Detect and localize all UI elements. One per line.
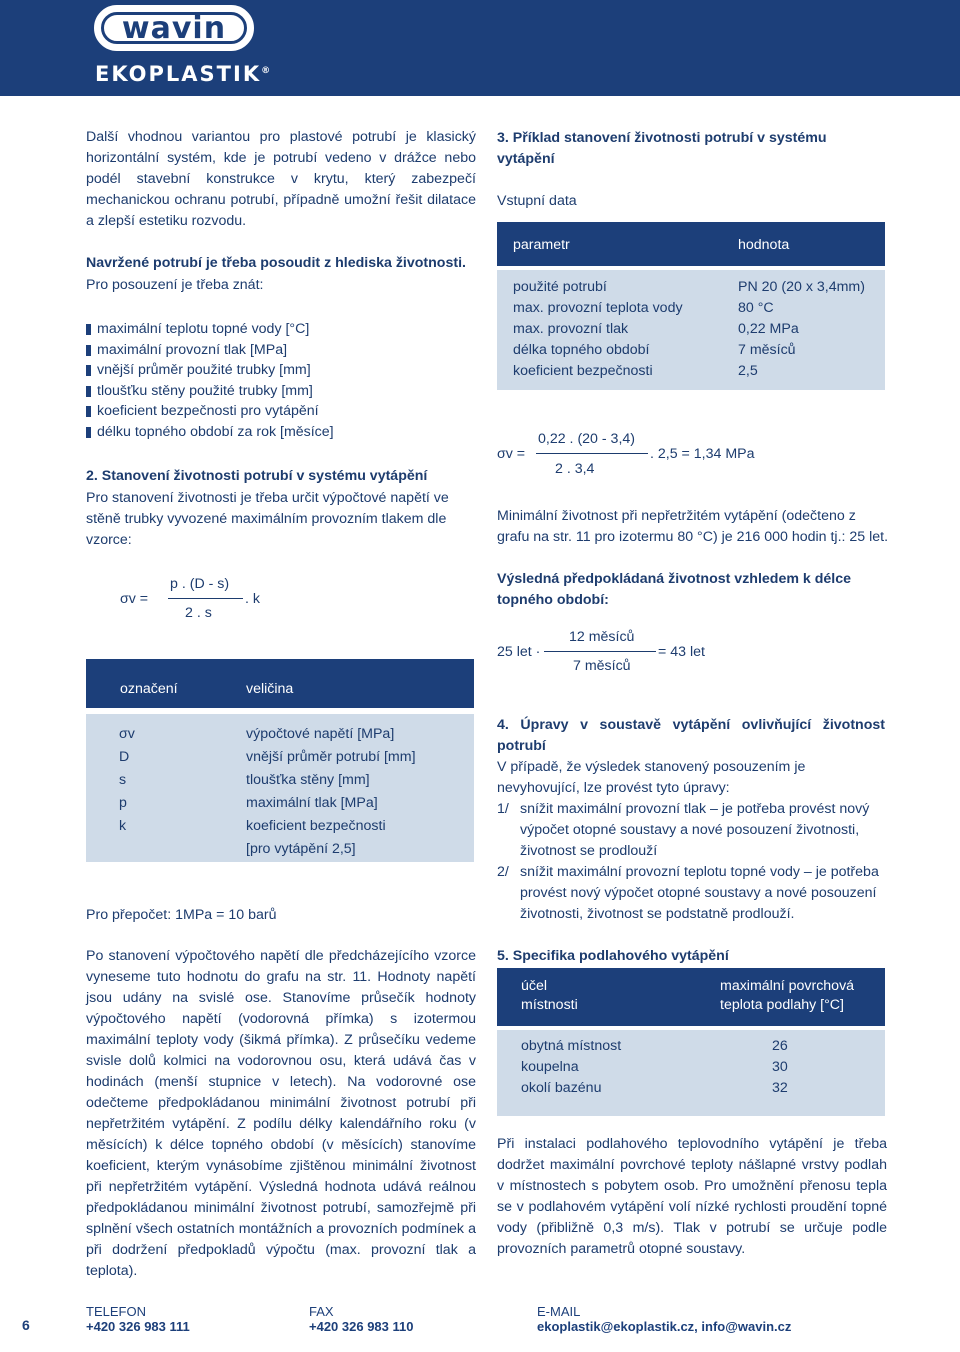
quantity-cell: maximální tlak [MPa] bbox=[246, 795, 378, 811]
wavin-logo bbox=[94, 5, 254, 51]
section4-text: V případě, že výsledek stanovený posouzením je nevyhovující, lze provést tyto úpravy: bbox=[497, 759, 806, 796]
fraction-line bbox=[168, 598, 243, 599]
min-life-text: Minimální životnost při nepřetržitém vytápění (odečteno z grafu na str. 11 pro izotermu 80 °C) je 216 000 hodin tj.: 25 let. bbox=[497, 508, 889, 545]
email-block bbox=[537, 1304, 791, 1334]
result-formula-suffix: = 43 let bbox=[658, 644, 705, 660]
wavin-logo-text: wavin bbox=[101, 12, 247, 44]
result-title: Výsledná předpokládaná životnost vzhledem k délce topného období: bbox=[497, 571, 852, 608]
floor-table-body bbox=[497, 1030, 885, 1116]
symbols-table-header bbox=[86, 659, 474, 708]
quantities-column bbox=[246, 723, 416, 861]
symbol-cell: D bbox=[119, 749, 130, 765]
header-room-purpose bbox=[521, 977, 578, 1015]
symbol-cell: σv bbox=[119, 726, 135, 742]
phone-value: +420 326 983 111 bbox=[86, 1319, 190, 1334]
value-cell: 0,22 MPa bbox=[738, 321, 799, 337]
temp-cell: 26 bbox=[772, 1038, 788, 1054]
formula-numerator: p . (D - s) bbox=[170, 576, 230, 592]
room-cell: obytná místnost bbox=[521, 1038, 622, 1054]
section2-text: Pro stanovení životnosti je třeba určit výpočtové napětí ve stěně trubky vyvozené maximálním provozním tlakem dle vzorce: bbox=[86, 490, 449, 548]
values-column bbox=[738, 277, 865, 382]
param-cell: koeficient bezpečnosti bbox=[513, 363, 653, 379]
value-cell: PN 20 (20 x 3,4mm) bbox=[738, 279, 865, 295]
room-cell: koupelna bbox=[521, 1059, 579, 1075]
step-number: 1/ bbox=[497, 801, 509, 817]
params-column bbox=[513, 277, 683, 382]
step-number: 2/ bbox=[497, 864, 509, 880]
conversion-note: Pro přepočet: 1MPa = 10 barů bbox=[86, 907, 277, 923]
list-item: koeficient bezpečnosti pro vytápění bbox=[86, 401, 476, 422]
intro-paragraph: Další vhodnou variantou pro plastové potrubí je klasický horizontální systém, kde je potrubí vedeno v drážce nebo podél stavební konstrukce v krytu, který zabezpečí mechanickou ochranu potrubí, případně umožní řešit dilatace a zlepší estetiku rozvodu. bbox=[86, 129, 476, 229]
symbol-cell: p bbox=[119, 795, 127, 811]
header-bar bbox=[0, 0, 960, 96]
requirements-list bbox=[86, 319, 476, 443]
email-value[interactable]: ekoplastik@ekoplastik.cz, info@wavin.cz bbox=[537, 1319, 792, 1334]
page-number: 6 bbox=[22, 1317, 30, 1333]
params-table-header bbox=[497, 222, 885, 266]
assess-subtitle: Pro posouzení je třeba znát: bbox=[86, 277, 264, 293]
step-text: snížit maximální provozní teplotu topné vody – je potřeba provést nový výpočet otopné soustavy a nové posouzení životnosti, životnost se podstatně prodlouží. bbox=[520, 864, 879, 922]
quantity-cell: koeficient bezpečnosti bbox=[246, 818, 386, 834]
quantity-cell: výpočtové napětí [MPa] bbox=[246, 726, 395, 742]
fax-value: +420 326 983 110 bbox=[309, 1319, 414, 1334]
room-cell: okolí bazénu bbox=[521, 1080, 602, 1096]
param-cell: max. provozní tlak bbox=[513, 321, 629, 337]
symbols-column bbox=[119, 723, 135, 838]
email-label: E-MAIL bbox=[537, 1304, 581, 1319]
quantity-cell: tloušťka stěny [mm] bbox=[246, 772, 370, 788]
symbol-cell: s bbox=[119, 772, 127, 788]
quantity-cell: vnější průměr potrubí [mm] bbox=[246, 749, 416, 765]
formula-lhs: σv = bbox=[120, 591, 149, 607]
temp-cell: 32 bbox=[772, 1080, 788, 1096]
phone-label: TELEFON bbox=[86, 1304, 146, 1319]
header-line: teplota podlahy [°C] bbox=[720, 997, 844, 1013]
example-formula-lhs: σv = bbox=[497, 446, 526, 462]
value-cell: 7 měsíců bbox=[738, 342, 796, 358]
list-item: tloušťku stěny použité trubky [mm] bbox=[86, 381, 476, 402]
quantity-cell: [pro vytápění 2,5] bbox=[246, 841, 356, 857]
temp-cell: 30 bbox=[772, 1059, 788, 1075]
brand-registered-mark: ® bbox=[261, 66, 273, 76]
formula-suffix: . k bbox=[245, 591, 260, 607]
symbols-table-body bbox=[86, 714, 474, 862]
value-cell: 2,5 bbox=[738, 363, 758, 379]
header-parameter: parametr bbox=[513, 237, 570, 253]
example-formula-denominator: 2 . 3,4 bbox=[555, 461, 595, 477]
param-cell: délka topného období bbox=[513, 342, 650, 358]
example-formula-numerator: 0,22 . (20 - 3,4) bbox=[538, 431, 635, 447]
input-data-label: Vstupní data bbox=[497, 193, 577, 209]
example-formula-suffix: . 2,5 = 1,34 MPa bbox=[650, 446, 755, 462]
param-cell: použité potrubí bbox=[513, 279, 607, 295]
param-cell: max. provozní teplota vody bbox=[513, 300, 683, 316]
list-item: délku topného období za rok [měsíce] bbox=[86, 422, 476, 443]
floor-heating-text: Při instalaci podlahového teplovodního vytápění je třeba dodržet maximální povrchové teploty nášlapné vrstvy podlah v místnostech s pobytem osob. Pro umožnění přenosu tepla se v podlahovém vytápění volí nízké rychlosti proudění topné vody (přibližně 0,3 m/s). Tlak v potrubí se určuje podle provozních parametrů otopné soustavy. bbox=[497, 1136, 887, 1257]
header-line: účel bbox=[521, 978, 548, 994]
header-quantity: veličina bbox=[246, 681, 294, 697]
value-cell: 80 °C bbox=[738, 300, 774, 316]
ekoplastik-brand bbox=[95, 62, 272, 86]
floor-table-header bbox=[497, 968, 885, 1026]
brand-text: EKOPLASTIK bbox=[95, 62, 262, 86]
result-formula-lhs: 25 let · bbox=[497, 644, 541, 660]
list-item: maximální provozní tlak [MPa] bbox=[86, 340, 476, 361]
step-text: snížit maximální provozní tlak – je potřeba provést nový výpočet otopné soustavy a nové posouzení životnosti, životnost se prodlouží bbox=[520, 801, 870, 859]
assess-title: Navržené potrubí je třeba posoudit z hlediska životnosti. bbox=[86, 255, 466, 271]
section3-title: 3. Příklad stanovení životnosti potrubí v systému vytápění bbox=[497, 130, 827, 167]
header-line: místnosti bbox=[521, 997, 578, 1013]
temps-column bbox=[772, 1036, 788, 1099]
fax-label: FAX bbox=[309, 1304, 334, 1319]
formula-denominator: 2 . s bbox=[185, 605, 212, 621]
section2-title: 2. Stanovení životnosti potrubí v systému vytápění bbox=[86, 468, 428, 484]
rooms-column bbox=[521, 1036, 621, 1099]
section4-title: 4. Úpravy v soustavě vytápění ovlivňující životnost potrubí bbox=[497, 717, 885, 754]
result-formula-denominator: 7 měsíců bbox=[573, 658, 631, 674]
list-item: vnější průměr použité trubky [mm] bbox=[86, 360, 476, 381]
phone-block bbox=[86, 1304, 190, 1334]
list-item: maximální teplotu topné vody [°C] bbox=[86, 319, 476, 340]
section5-title: 5. Specifika podlahového vytápění bbox=[497, 948, 729, 964]
header-symbol: označení bbox=[120, 681, 178, 697]
header-line: maximální povrchová bbox=[720, 978, 855, 994]
result-fraction-line bbox=[544, 651, 656, 652]
example-fraction-line bbox=[536, 453, 648, 454]
graph-instructions: Po stanovení výpočtového napětí dle předcházejícího vzorce vyneseme tuto hodnotu do grafu na str. 11. Hodnoty napětí jsou udány na svislé ose. Stanovíme průsečík hodnoty výpočtového napětí (vodorovná přímka) s izotermou maximální teploty vody (šikmá přímka). Z průsečíku vedeme svisle dolů kolmici na vodorovnou osu, která udává čas v hodinách (menší stupnice v letech). Na vodorovné ose odečteme předpokládanou minimální životnost potrubí při nepřetržitém vytápění. Z podílu délky kalendářního roku (v měsících) k délce topného období (v měsících) stanovíme koeficient, kterým vynásobíme zjištěnou minimální životnost při nepřetržitém vytápění. Výsledná hodnota udává reálnou předpokládanou minimální životnost potrubí, samozřejmě při splnění všech ostatních montážních a provozních podmínek a při dodržení předpokladů výpočtu (max. provozní tlak a teplota). bbox=[86, 948, 476, 1279]
symbol-cell: k bbox=[119, 818, 127, 834]
fax-block bbox=[309, 1304, 413, 1334]
params-table-body bbox=[497, 270, 885, 390]
header-value: hodnota bbox=[738, 237, 790, 253]
result-formula-numerator: 12 měsíců bbox=[569, 629, 635, 645]
header-max-temp bbox=[720, 977, 854, 1015]
